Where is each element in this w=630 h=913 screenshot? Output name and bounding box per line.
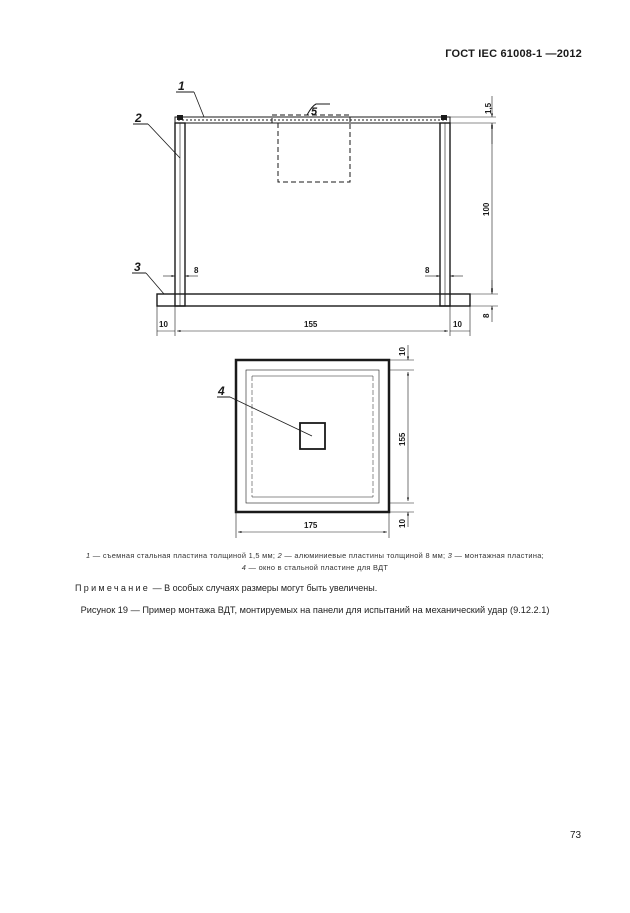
dim-inner-height: 155 xyxy=(398,432,407,446)
legend-item-1: 1 — съемная стальная пластина толщиной 1,5 мм; xyxy=(86,551,278,560)
callout-4: 4 xyxy=(218,384,225,398)
dim-outer-width: 175 xyxy=(304,521,318,530)
top-view xyxy=(217,345,414,538)
dim-wall-left: 8 xyxy=(194,266,199,275)
dim-wall-right: 8 xyxy=(425,266,430,275)
legend-item-2: 2 — алюминиевые пластины толщиной 8 мм; xyxy=(277,551,448,560)
note-text: — В особых случаях размеры могут быть увеличены. xyxy=(150,583,378,593)
device-window xyxy=(300,423,325,449)
callout-1: 1 xyxy=(178,79,185,93)
dim-height: 100 xyxy=(482,202,491,216)
dim-base-thickness: 8 xyxy=(482,313,491,318)
callout-3: 3 xyxy=(134,260,141,274)
device-outline xyxy=(272,115,350,182)
callout-2: 2 xyxy=(135,111,142,125)
legend-item-3: 3 — монтажная пластина; xyxy=(447,551,544,560)
callout-5: 5 xyxy=(311,106,318,118)
dim-edge-right: 10 xyxy=(453,320,462,329)
dim-edge-left: 10 xyxy=(159,320,168,329)
standard-header: ГОСТ IEC 61008-1 —2012 xyxy=(445,48,582,60)
mounting-base xyxy=(157,294,470,306)
legend-item-4: 4 — окно в стальной пластине для ВДТ xyxy=(241,563,389,572)
figure-caption: Рисунок 19 — Пример монтажа ВДТ, монтируемых на панели для испытаний на механический удар (9.12.2.1) xyxy=(80,605,550,615)
figure-legend xyxy=(48,550,582,574)
dim-inner-width: 155 xyxy=(304,320,318,329)
dim-top-edge: 10 xyxy=(398,347,407,356)
page-number: 73 xyxy=(570,830,582,841)
note xyxy=(75,583,377,593)
side-view xyxy=(132,92,498,336)
dim-plate-thickness: 1,5 xyxy=(484,102,493,114)
dim-bottom-edge: 10 xyxy=(398,519,407,528)
note-label: Примечание xyxy=(75,583,151,593)
steel-plate-top xyxy=(236,360,389,512)
